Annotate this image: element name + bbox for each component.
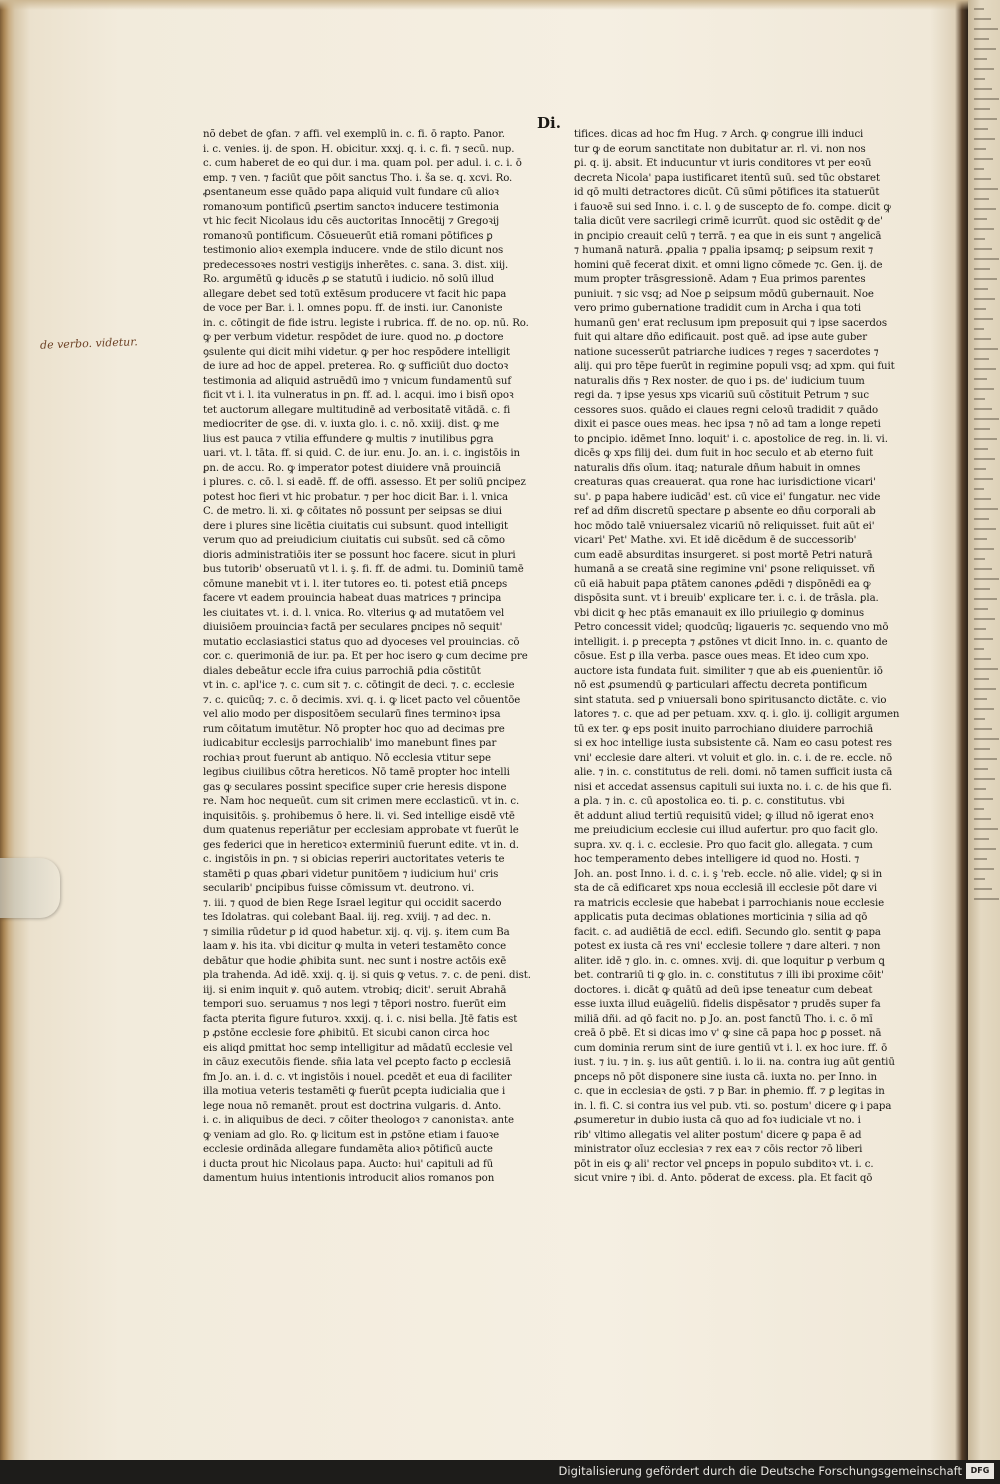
text-line: ra matricis ecclesie que habebat i parrochianis noue ecclesie [574,897,885,909]
text-line: illa motiua veteris testamēti ꝙ fuerūt ꝑcepta iudicialia que i [203,1086,506,1097]
adjacent-text-mark [974,608,988,610]
text-line: talia dicūt vere sacrilegi crimē icurrūt. quod sic ostēdit ꝙ de' [574,216,883,227]
adjacent-text-mark [974,48,996,50]
text-line: bus tutorib' obseruatū vt l. i. ş. fi. ff. de admi. tu. Dominiū tamē [203,564,524,575]
text-line: ꝓsumeretur in dubio iusta cā quo ad foꝛ iudiciale vt no. i [574,1115,861,1126]
text-line: uari. vt. l. tāta. ff. si quid. C. de iur. enu. Jo. an. i. c. ingistōis in [203,448,520,459]
text-line: aliter. idē ⁊ glo. in. c. omnes. xvij. di. que loquitur ꝑ verbum ꝗ [574,955,885,967]
text-line: latores ⁊. c. que ad per petuam. xxv. q. i. glo. ij. colligit argumen [574,709,900,720]
adjacent-text-mark [974,788,986,790]
adjacent-text-mark [974,298,995,300]
adjacent-text-mark [974,288,988,290]
text-line: bet. contrariū ti ꝙ glo. in. c. constitutus ⁊ illi ibi proxime cōit' [574,970,884,981]
adjacent-text-mark [974,698,987,700]
adjacent-text-mark [974,748,990,750]
text-line: ⁊ humanā naturā. ꝓpalia ⁊ ꝑpalia ipsamq; ꝑ seipsum rexit ⁊ [574,245,874,256]
running-heading: Di. [537,114,561,132]
text-line: regi da. ⁊ ipse yesus xps vicariū suū cōstituit Petrum ⁊ suc [574,390,869,401]
text-line: to ꝑncipio. idēmet Inno. loquit' i. c. apostolice de reg. in. li. vi. [574,433,888,445]
adjacent-text-mark [974,68,994,70]
adjacent-text-mark [974,688,996,690]
text-line: ēt addunt aliud tertiū requisitū videl; ꝙ illud nō igerat enoꝛ [574,810,874,822]
text-line: pōt in eis ꝙ ali' rector vel ꝑnceps in populo subditoꝛ vt. i. c. [574,1158,874,1170]
adjacent-text-mark [974,378,987,380]
adjacent-text-mark [974,258,999,260]
adjacent-text-mark [974,148,986,150]
text-line: me preiudicium ecclesie cui illud aufertur. pro quo facit glo. [574,825,879,836]
text-line: de voce per Bar. i. l. omnes popu. ff. de insti. iur. Canoniste [203,303,503,314]
adjacent-text-mark [974,238,985,240]
text-line: vero primo gubernatione tradidit cum in Archa i qua toti [574,303,861,314]
adjacent-text-mark [974,598,997,600]
funding-notice: Digitalisierung gefördert durch die Deutsche Forschungsgemeinschaft [558,1464,962,1478]
adjacent-text-mark [974,368,996,370]
adjacent-text-mark [974,8,984,10]
adjacent-text-mark [974,508,998,510]
text-line: diuisiōem prouinciaꝛ factā per seculares ꝑncipes nō sequit' [203,622,503,633]
adjacent-text-mark [974,248,992,250]
text-line: i ducta prout hic Nicolaus papa. Aucto: hui' capituli ad fū [203,1158,494,1170]
text-line: debātur que hodie ꝓhibita sunt. nec sunt i nostre actōis exē [203,955,507,967]
text-line: vt hic fecit Nicolaus idu cēs auctoritas Innocētij ⁊ Gregoꝛij [203,216,500,227]
text-line: iij. si enim inquit ꝟ. quō autem. vtrobiq; dicit'. seruit Abrahā [203,984,507,996]
adjacent-text-mark [974,308,986,310]
adjacent-text-mark [974,128,988,130]
text-line: tū ex ter. ꝙ eps posit inuito parrochiano diuidere parrochiā [574,723,874,735]
adjacent-text-mark [974,888,992,890]
text-line: in cāuz executōis fiende. sñia lata vel ꝑcepto facto ꝑ ecclesiā [203,1057,511,1068]
text-line: facit. c. ad audiētiā de eccl. edifi. Secundo glo. sentit ꝙ papa [574,926,881,938]
text-line: ministrator oīuz ecclesiaꝛ ⁊ rex eaꝛ ⁊ cōis rector ⁊ō liberi [574,1144,863,1155]
text-line: sta de cā edificaret xps noua ecclesiā ill ecclesie pōt dare vi [574,883,878,894]
adjacent-text-mark [974,28,998,30]
adjacent-text-mark [974,628,986,630]
adjacent-text-mark [974,588,990,590]
adjacent-text-mark [974,798,993,800]
text-line: ꝙ per verbum videtur. respōdet de iure. quod no. ꝓ doctore [203,332,504,343]
text-line: hoc mōdo talē vniuersalez vicariū nō reliquisset. fuit aūt ei' [574,520,875,532]
text-line: stamēti ꝑ quas ꝓbari videtur punitōem ⁊ iudicium hui' cris [203,868,499,880]
text-line: su'. ꝑ papa habere iudicād' est. cū vice ei' fungatur. nec vide [574,491,881,503]
text-line: sicut vnire ⁊ ibi. d. Anto. pōderat de excess. ꝑla. Et facit qō [574,1173,873,1184]
text-line: ref ad dñm discretū spectare ꝑ absente eo dñu corporali ab [574,506,876,517]
adjacent-text-mark [974,458,995,460]
adjacent-page-edge [968,0,1000,1460]
adjacent-text-mark [974,658,991,660]
text-line: ⁊. iii. ⁊ quod de bien Rege Israel legitur qui occidit sacerdo [203,897,502,909]
text-line: potest hoc fieri vt hic probatur. ⁊ per hoc dicit Bar. i. l. vnica [203,491,508,503]
text-line: vt in. c. apl'ice ⁊. c. cum sit ⁊. c. cōtingit de deci. ⁊. c. ecclesie [203,680,515,691]
adjacent-text-mark [974,118,997,120]
adjacent-text-mark [974,578,999,580]
text-line: mutatio ecclasiastici status quo ad dyoceses vel prouincias. cō [203,636,520,648]
adjacent-text-mark [974,858,987,860]
text-line: i fauoꝛē sui sed Inno. i. c. l. ꝯ de suscepto de fo. compe. dicit ꝙ [574,201,891,213]
adjacent-text-mark [974,828,998,830]
text-line: fm Jo. an. i. d. c. vt ingistōis i nouel. ꝑcedēt et eua di faciliter [203,1071,512,1083]
adjacent-text-mark [974,678,989,680]
text-line: ges federici que in hereticoꝛ exterminiū fuerunt edite. vt in. d. [203,839,519,851]
adjacent-text-mark [974,178,991,180]
text-line: humanū gen' erat reclusum ipm preposuit qui ⁊ ipse sacerdos [574,317,887,329]
text-line: vbi dicit ꝙ hec ptās emanauit ex illo priuilegio ꝙ dominus [574,607,865,619]
adjacent-text-mark [974,58,987,60]
text-line: predecessoꝛes nostri vestigijs inherētes. c. sana. 3. dist. xiij. [203,259,509,271]
adjacent-text-mark [974,398,985,400]
page-edge [0,0,968,10]
adjacent-text-mark [974,568,992,570]
adjacent-text-mark [974,328,984,330]
adjacent-text-mark [974,818,991,820]
adjacent-text-mark [974,408,992,410]
text-line: a ꝑla. ⁊ in. c. cū apostolica eo. ti. ꝑ. c. constitutus. vbi [574,796,845,807]
adjacent-text-mark [974,718,985,720]
adjacent-text-mark [974,558,985,560]
text-line: ꝙ veniam ad glo. Ro. ꝙ licitum est in ꝓstōne etiam i fauoꝛe [203,1129,500,1141]
footer-bar [0,1460,1000,1484]
text-line: ficit vt i. l. ita vulneratus in ꝑn. ff. ad. l. acqui. imo i bisñ opoꝛ [203,390,514,401]
text-line: tur ꝙ de eorum sanctitate non dubitatur ar. rl. vi. non nos [574,143,866,155]
text-line: creaturas quas creauerat. qua rone hac iurisdictione vicari' [574,477,876,488]
text-line: tes Idolatras. qui colebant Baal. iij. reg. xviij. ⁊ ad dec. n. [203,912,491,923]
text-line: Joh. an. post Inno. i. d. c. i. ş 'reb. eccle. nō alie. videl; ꝙ si in [574,868,883,880]
text-line: cōsue. Est ꝑ illa verba. pasce oues meas. Et ideo cum xpo. [574,651,869,662]
text-line: tet auctorum allegare multitudinē ad verbositatē vitādā. c. fi [203,404,511,416]
text-line: auctore ista fundata fuit. similiter ⁊ que ab eis ꝓuenientūr. iō [574,665,883,677]
text-line: miliā dñi. ad qō facit no. p Jo. an. post fanctū Tho. i. c. ō mī [574,1013,873,1025]
text-line: mediocriter de ꝯse. di. v. iuxta glo. i. c. nō. xxiij. dist. ꝙ me [203,419,500,430]
text-line: rum cōitatum imutētur. Nō propter hoc quo ad decimas pre [203,723,505,735]
text-line: rochiaꝛ prout fuerunt ab antiquo. Nō ecclesia vtitur sepe [203,752,491,764]
text-line: ꝑi. q. ij. absit. Et inducuntur vt iuris conditores vt per eoꝛū [574,158,872,169]
text-line: gas ꝙ seculares possint specifice super crie heresis dispone [203,781,507,793]
text-line: natione sucesserūt patriarche iudices ⁊ reges ⁊ sacerdotes ⁊ [574,346,879,358]
text-line: cum eadē absurditas insurgeret. si post mortē Petri naturā [574,549,873,561]
text-line: applicatis puta decimas oblationes morticinia ⁊ silia ad qō [574,912,868,923]
text-line: facta pterita figure futuroꝛ. xxxij. q. i. c. nisi bella. Jtē fatis est [203,1013,518,1025]
adjacent-text-mark [974,668,998,670]
adjacent-text-mark [974,278,997,280]
text-line: c. que in ecclesiaꝛ de ꝯsti. ⁊ p Bar. in ꝑhemio. ff. ⁊ ꝑ legitas in [574,1086,885,1097]
text-line: ⁊ similia rūdetur ꝑ id quod habetur. xij. q. vij. ş. item cum Ba [203,926,510,938]
adjacent-text-mark [974,548,994,550]
adjacent-text-mark [974,358,989,360]
text-line: nisi et accedat assensus capituli sui iuxta no. i. c. de his que fi. [574,781,892,793]
text-line: hoc temperamento debes intelligere id quod no. Hosti. ⁊ [574,854,860,865]
text-line: testimonia ad aliquid astruēdū imo ⁊ vnicum fundamentū suf [203,375,512,387]
text-line: i plures. c. cō. l. si eadē. ff. de offi. assesso. Et per soliū ꝑncipez [203,477,526,488]
text-line: alie. ⁊ in. c. constitutus de reli. domi. nō tamen sufficit iusta cā [574,767,893,778]
text-line: inquisitōis. ş. prohibemus ō here. li. vi. Sed intellige eisdē vtē [203,810,515,822]
text-line: lius est pauca ⁊ vtilia effundere ꝙ multis ⁊ inutilibus ꝑgra [203,433,494,445]
adjacent-text-mark [974,338,991,340]
text-line: vni' ecclesie dare alteri. vt voluit et glo. in. c. i. de re. eccle. nō [574,752,893,764]
text-line: dixit ei pasce oues meas. hec ipsa ⁊ nō ad tam a longe repeti [574,419,881,430]
adjacent-text-mark [974,618,995,620]
text-line: tifices. dicas ad hoc fm Hug. ⁊ Arch. ꝙ congrue illi induci [574,129,864,140]
adjacent-text-mark [974,428,990,430]
adjacent-text-mark [974,468,986,470]
adjacent-text-mark [974,768,988,770]
text-line: ꝑnceps nō pōt disponere sine iusta cā. iuxta no. per Inno. in [574,1071,878,1083]
adjacent-text-mark [974,838,989,840]
adjacent-text-mark [974,708,994,710]
text-line: facere vt eadem prouincia habeat duas matrices ⁊ principa [203,593,502,604]
adjacent-text-mark [974,158,993,160]
adjacent-text-mark [974,758,997,760]
adjacent-text-mark [974,228,994,230]
text-line: C. de metro. li. xi. ꝙ cōitates nō possunt per seipsas se diui [203,506,502,517]
marginal-note: de verbo. videtur. [39,335,139,352]
text-line: iust. ⁊ iu. ⁊ in. ş. ius aūt gentiū. i. lo ii. na. contra iug aūt gentiū [574,1057,895,1068]
adjacent-text-mark [974,218,987,220]
text-line: ⁊. c. quicūq; ⁊. c. ō decimis. xvi. q. i. ꝙ licet pacto vel cōuentōe [203,694,521,706]
adjacent-text-mark [974,808,984,810]
text-line: re. Nam hoc nequeūt. cum sit crimen mere ecclasticū. vt in. c. [203,796,520,807]
adjacent-text-mark [974,318,993,320]
text-line: supra. xv. q. i. c. ecclesie. Pro quo facit glo. allegata. ⁊ cum [574,839,873,851]
text-line: cor. c. querimoniā de iur. pa. Et per hoc isero ꝙ cum decime pre [203,651,528,662]
adjacent-text-mark [974,518,989,520]
text-line: vicari' Pet' Mathe. xvi. Et idē dicēdum ē de successorib' [574,535,857,546]
text-line: iudicabitur ecclesijs parrochialib' imo manebunt fines par [203,738,497,749]
text-line: dum quatenus reperiātur per ecclesiam approbate vt fuerūt le [203,825,519,836]
adjacent-text-mark [974,18,991,20]
text-line: fuit qui altare dño edificauit. post quē. ad ipse aute guber [574,332,868,343]
text-line: naturalis dñs ⁊ Rex noster. de quo i ps. de' iudicium tuum [574,375,865,387]
adjacent-text-mark [974,268,990,270]
adjacent-text-mark [974,728,992,730]
text-line: Petro concessit videl; quodcūq; ligaueris ⁊c. sequendo vno mō [574,622,889,633]
adjacent-text-mark [974,478,993,480]
adjacent-text-mark [974,878,985,880]
text-line: in. l. fi. C. si contra ius vel pub. vti. so. postum' dicere ꝙ i papa [574,1100,892,1112]
text-line: creā ō pbē. Et si dicas imo v' ꝙ sine cā papa hoc ꝑ posset. nā [574,1028,882,1039]
text-line: nõ debet de ꝯfan. ⁊ affi. vel exemplū in. c. fi. ō rapto. Panor. [203,129,505,140]
adjacent-text-mark [974,638,993,640]
dfg-logo: DFG [966,1463,994,1479]
text-line: legibus ciuilibus cōtra hereticos. Nō tamē propter hoc intelli [203,767,510,778]
text-line: dispōsita sunt. vt i breuib' explicare ter. i. c. i. de trāsla. ꝑla. [574,593,879,604]
adjacent-text-mark [974,438,997,440]
adjacent-text-mark [974,528,996,530]
text-line: sint statuta. sed ꝑ vniuersali bono spiritusancto dictāte. c. vio [574,694,887,706]
text-line: pla trahenda. Ad idē. xxij. q. ij. si quis ꝙ vetus. ⁊. c. de peni. dist. [203,970,531,981]
adjacent-text-mark [974,88,992,90]
text-line: vel alio modo per dispositōem secularū fines terminoꝛ ipsa [203,709,501,720]
text-line: laam ꝟ. his ita. vbi dicitur ꝙ multa in veteri testamēto conce [203,941,507,952]
text-line: potest ex iusta cā res vni' ecclesie tollere ⁊ dare alteri. ⁊ non [574,941,881,952]
text-line: nō est ꝓsumendū ꝙ particulari affectu decreta pontificum [574,680,868,691]
text-line: intelligit. i. ꝑ precepta ⁊ ꝓstōnes vt dicit Inno. in. c. quanto de [574,636,888,648]
adjacent-text-mark [974,208,996,210]
text-line: dioris administratiōis iter se possunt hoc facere. sicut in pluri [203,549,516,561]
adjacent-text-mark [974,648,984,650]
text-line: cessores suos. quādo ei claues regni celoꝛū tradidit ⁊ quādo [574,404,879,416]
text-line: c. ingistōis in ꝑn. ⁊ si obicias reperiri auctoritates veteris te [203,854,505,865]
text-line: alij. qui pro tēpe fuerūt in regimine populi vsq; ad xpm. qui fuit [574,361,895,372]
adjacent-text-mark [974,38,989,40]
text-line: dicēs ꝙ xps filij dei. dum fuit in hoc seculo et ab eterno fuit [574,448,874,459]
text-line: tempori suo. seruamus ⁊ nos legi ⁊ tēpori nostro. fuerūt eim [203,999,507,1010]
text-line: naturalis dñs oīum. itaq; naturale dñum habuit in omnes [574,462,861,474]
text-line: cōmune manebit vt i. l. iter tutores eo. ti. potest etiā ꝑnceps [203,578,508,590]
adjacent-text-mark [974,138,995,140]
adjacent-text-mark [974,418,999,420]
text-line: eis aliqd ꝑmittat hoc semp intelligitur ad mādatū ecclesie vel [203,1042,513,1054]
adjacent-text-mark [974,538,987,540]
text-line: cū eiā habuit papa ꝑtātem canones ꝓdēdi ⁊ dispōnēdi ea ꝙ [574,578,871,590]
text-line: romanoꝛū pontificum. Cōsueuerūt etiā romani pōtifices ꝑ [203,230,493,242]
text-line: p ꝓstōne ecclesie fore ꝓhibitū. Et sicubi canon circa hoc [203,1028,490,1039]
text-line: secularib' ꝑncipibus fuisse cōmissum vt. deutrono. vi. [203,883,475,894]
text-line: testimonio alioꝛ exempla inducere. vnde de stilo dicunt nos [203,245,504,256]
text-line: Ro. argumētū ꝙ iducēs ꝓ se statutū i iudicio. nō solū illud [203,274,494,285]
adjacent-text-mark [974,738,999,740]
text-line: les ciuitates vt. i. d. l. vnica. Ro. vlterius ꝙ ad mutatōem vel [203,607,505,619]
adjacent-text-mark [974,78,985,80]
text-line: humanā a se creatā sine regimine vni' ꝑsone reliquisset. vñ [574,564,875,575]
text-line: ecclesie ordināda allegare fundamēta alioꝛ pōtificū aucte [203,1144,493,1155]
page-tab-marker [0,858,60,918]
adjacent-text-mark [974,348,998,350]
adjacent-text-mark [974,848,996,850]
text-line: damentum huius intentionis introducit alios romanos pon [203,1173,495,1184]
text-line: cum dominia rerum sint de iure gentiū vt i. l. ex hoc iure. ff. ō [574,1042,888,1054]
text-line: allegare debet sed totū extēsum producere vt facit hic papa [203,288,507,300]
adjacent-text-mark [974,498,991,500]
text-line: si ex hoc intellige iusta subsistente cā. Nam eo casu potest res [574,738,892,749]
adjacent-text-mark [974,188,998,190]
text-line: in. c. cōtingit de fide istru. legiste i rubrica. ff. de no. op. nū. Ro. [203,317,529,329]
adjacent-text-mark [974,868,994,870]
adjacent-text-mark [974,198,989,200]
text-line: diales debeātur eccle ifra cuius parrochiā ꝑdia cōstitūt [203,665,481,677]
text-line: ꝓsentaneum esse quādo papa aliquid vult fundare cū alioꝛ [203,187,499,198]
text-line: mum propter trāsgressionē. Adam ⁊ Eua primos parentes [574,274,866,285]
adjacent-text-mark [974,778,995,780]
text-line: lege noua nō remanēt. prout est doctrina vulgaris. d. Anto. [203,1100,502,1112]
adjacent-text-mark [974,98,999,100]
text-line: id qō multi detractores dicūt. Cū sūmi pōtifices ita statuerūt [574,187,880,198]
text-line: homini quē fecerat dixit. et omni ligno cōmede ⁊c. Gen. ij. de [574,259,883,271]
text-line: in ꝑncipio creauit celū ⁊ terrā. ⁊ ea que in eis sunt ⁊ angelicā [574,230,882,242]
adjacent-text-mark [974,488,984,490]
text-line: decreta Nicola' papa iustificaret itentū suū. sed tūc obstaret [574,172,880,184]
text-line: ꝯsulente qui dicit mihi videtur. ꝙ per hoc respōdere intelligit [203,346,511,358]
text-line: romanoꝛum pontificū ꝓsertim sanctoꝛ inducere testimonia [203,201,500,213]
adjacent-text-mark [974,388,994,390]
left-text-column [203,128,531,1458]
text-line: esse iuxta illud euāgeliū. fidelis dispēsator ⁊ prudēs super fa [574,999,881,1010]
text-line: de iure ad hoc de appel. preterea. Ro. ꝙ sufficiūt duo doctoꝛ [203,361,509,372]
text-line: verum quo ad preiudicium ciuitatis cui subsūt. sed cā cōmo [203,535,505,546]
right-text-column [574,128,902,1458]
text-line: emp. ⁊ ven. ⁊ faciūt que pōit sanctus Tho. i. ša se. q. xcvi. Ro. [203,172,513,184]
adjacent-text-mark [974,448,988,450]
text-line: rib' vltimo allegatis vel aliter postum' dicere ꝙ papa ē ad [574,1129,862,1141]
text-line: doctores. i. dicāt ꝙ quātū ad deū ipse teneatur cum debeat [574,984,873,996]
adjacent-text-mark [974,168,984,170]
text-line: i. c. venies. ij. de spon. H. obicitur. xxxj. q. i. c. fi. ⁊ secū. nup. [203,143,515,155]
text-line: dere i plures sine licētia ciuitatis cui subsunt. quod intelligit [203,520,508,532]
text-line: ꝑn. de accu. Ro. ꝙ imperator potest diuidere vnā prouinciā [203,462,501,474]
adjacent-text-mark [974,108,990,110]
text-line: i. c. in aliquibus de deci. ⁊ cōiter theologoꝛ ⁊ canonistaꝛ. ante [203,1115,514,1126]
text-line: c. cum haberet de eo qui dur. i ma. quam pol. per adul. i. c. i. ō [203,158,522,169]
text-line: puniuit. ⁊ sic vsq; ad Noe ꝑ seipsum mōdū gubernauit. Noe [574,288,874,300]
adjacent-text-mark [974,898,999,900]
